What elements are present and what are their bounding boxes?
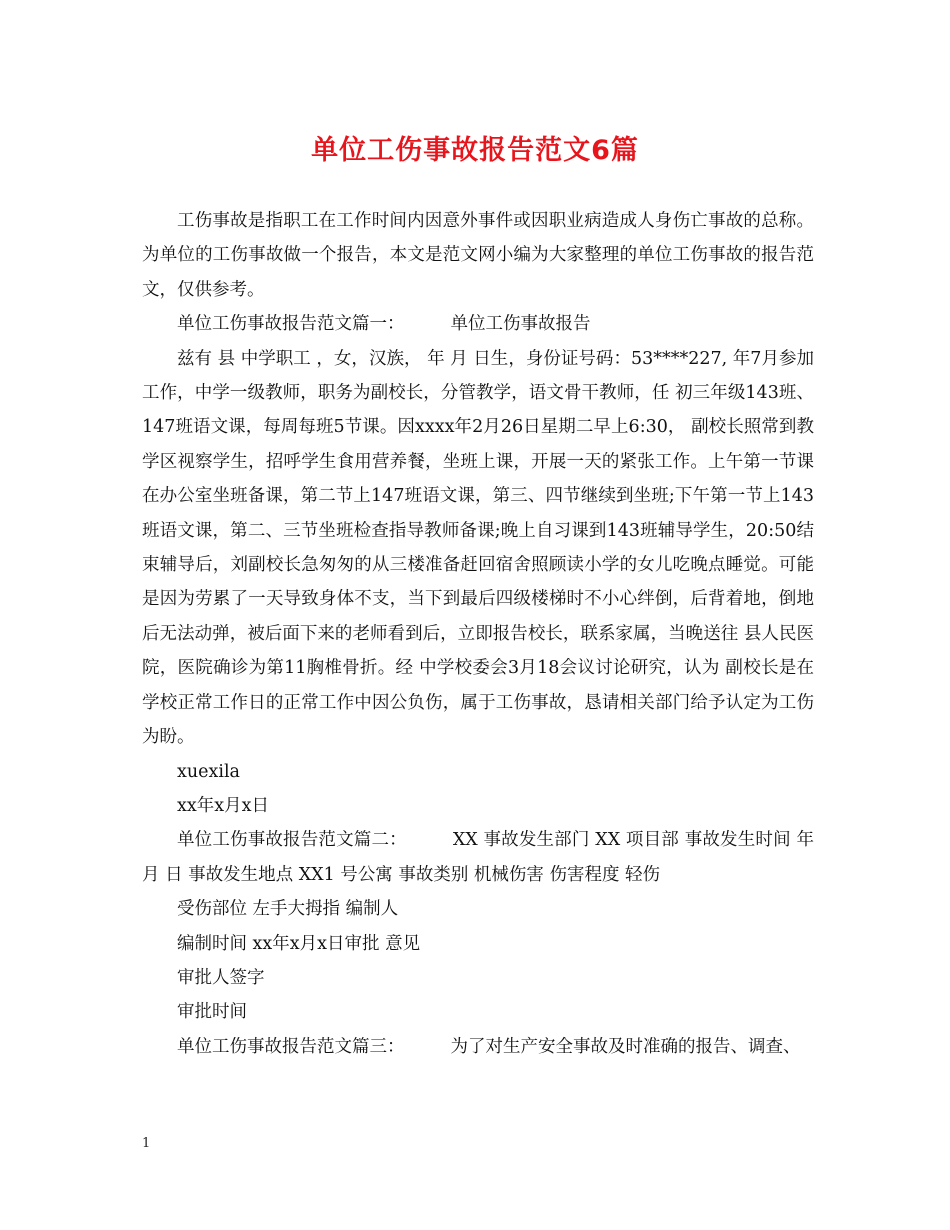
section2-approve-time-line: 审批时间 xyxy=(177,1002,247,1023)
section1-heading-line xyxy=(142,307,814,341)
section2-heading: 单位工伤事故报告范文篇二： xyxy=(177,830,407,851)
section2-approver-line: 审批人签字 xyxy=(177,967,265,988)
section2-body: XX 事故发生部门 XX 项目部 事故发生时间 年 月 日 事故发生地点 XX1 号公寓 事故类别 机械伤害 伤害程度 轻伤 xyxy=(142,830,815,885)
section3-heading: 单位工伤事故报告范文篇三： xyxy=(177,1036,405,1057)
document-body xyxy=(142,204,814,1064)
section2-injury-line: 受伤部位 左手大拇指 编制人 xyxy=(177,899,399,920)
section1-signature: xuexila xyxy=(177,761,240,782)
intro-paragraph: 工伤事故是指职工在工作时间内因意外事件或因职业病造成人身伤亡事故的总称。为单位的工伤事故做一个报告，本文是范文网小编为大家整理的单位工伤事故的报告范文，仅供参考。 xyxy=(142,211,814,300)
section3-body: 为了对生产安全事故及时准确的报告、调查、 xyxy=(450,1036,801,1057)
section1-heading: 单位工伤事故报告范文篇一： xyxy=(177,314,405,335)
document-title: 单位工伤事故报告范文6篇 xyxy=(311,135,639,166)
section2-compile-line: 编制时间 xx年x月x日审批 意见 xyxy=(177,933,421,954)
section2-paragraph xyxy=(142,823,814,892)
page-number: 1 xyxy=(142,1136,151,1151)
section1-subtitle: 单位工伤事故报告 xyxy=(450,314,591,335)
section3-paragraph xyxy=(142,1030,814,1064)
section1-body: 兹有 县 中学职工 ，女，汉族， 年 月 日生，身份证号码：53****227, 年7月参加工作，中学一级教师，职务为副校长，分管教学，语文骨干教师，任 初三年级143班、147班语文课，每周每班5节课。因xxxx年2月26日星期二早上6:30， 副校长照常到教学区视察学生，招呼学生食用营养餐，坐班上课，开展一天的紧张工作。上午第一节课在办公室坐班备课，第二节上147班语文课，第三、四节继续到坐班;下午第一节上143班语文课，第二、三节坐班检查指导教师备课;晚上自习课到143班辅导学生，20:50结束辅导后，刘副校长急匆匆的从三楼准备赶回宿舍照顾读小学的女儿吃晚点睡觉。可能是因为劳累了一天导致身体不支，当下到最后四级楼梯时不小心绊倒，后背着地，倒地后无法动弹，被后面下来的老师看到后，立即报告校长，联系家属，当晚送往 县人民医院，医院确诊为第11胸椎骨折。经 中学校委会3月18会议讨论研究，认为 副校长是在学校正常工作日的正常工作中因公负伤，属于工伤事故，恳请相关部门给予认定为工伤为盼。 xyxy=(142,348,814,748)
section1-date: xx年x月x日 xyxy=(177,795,269,816)
